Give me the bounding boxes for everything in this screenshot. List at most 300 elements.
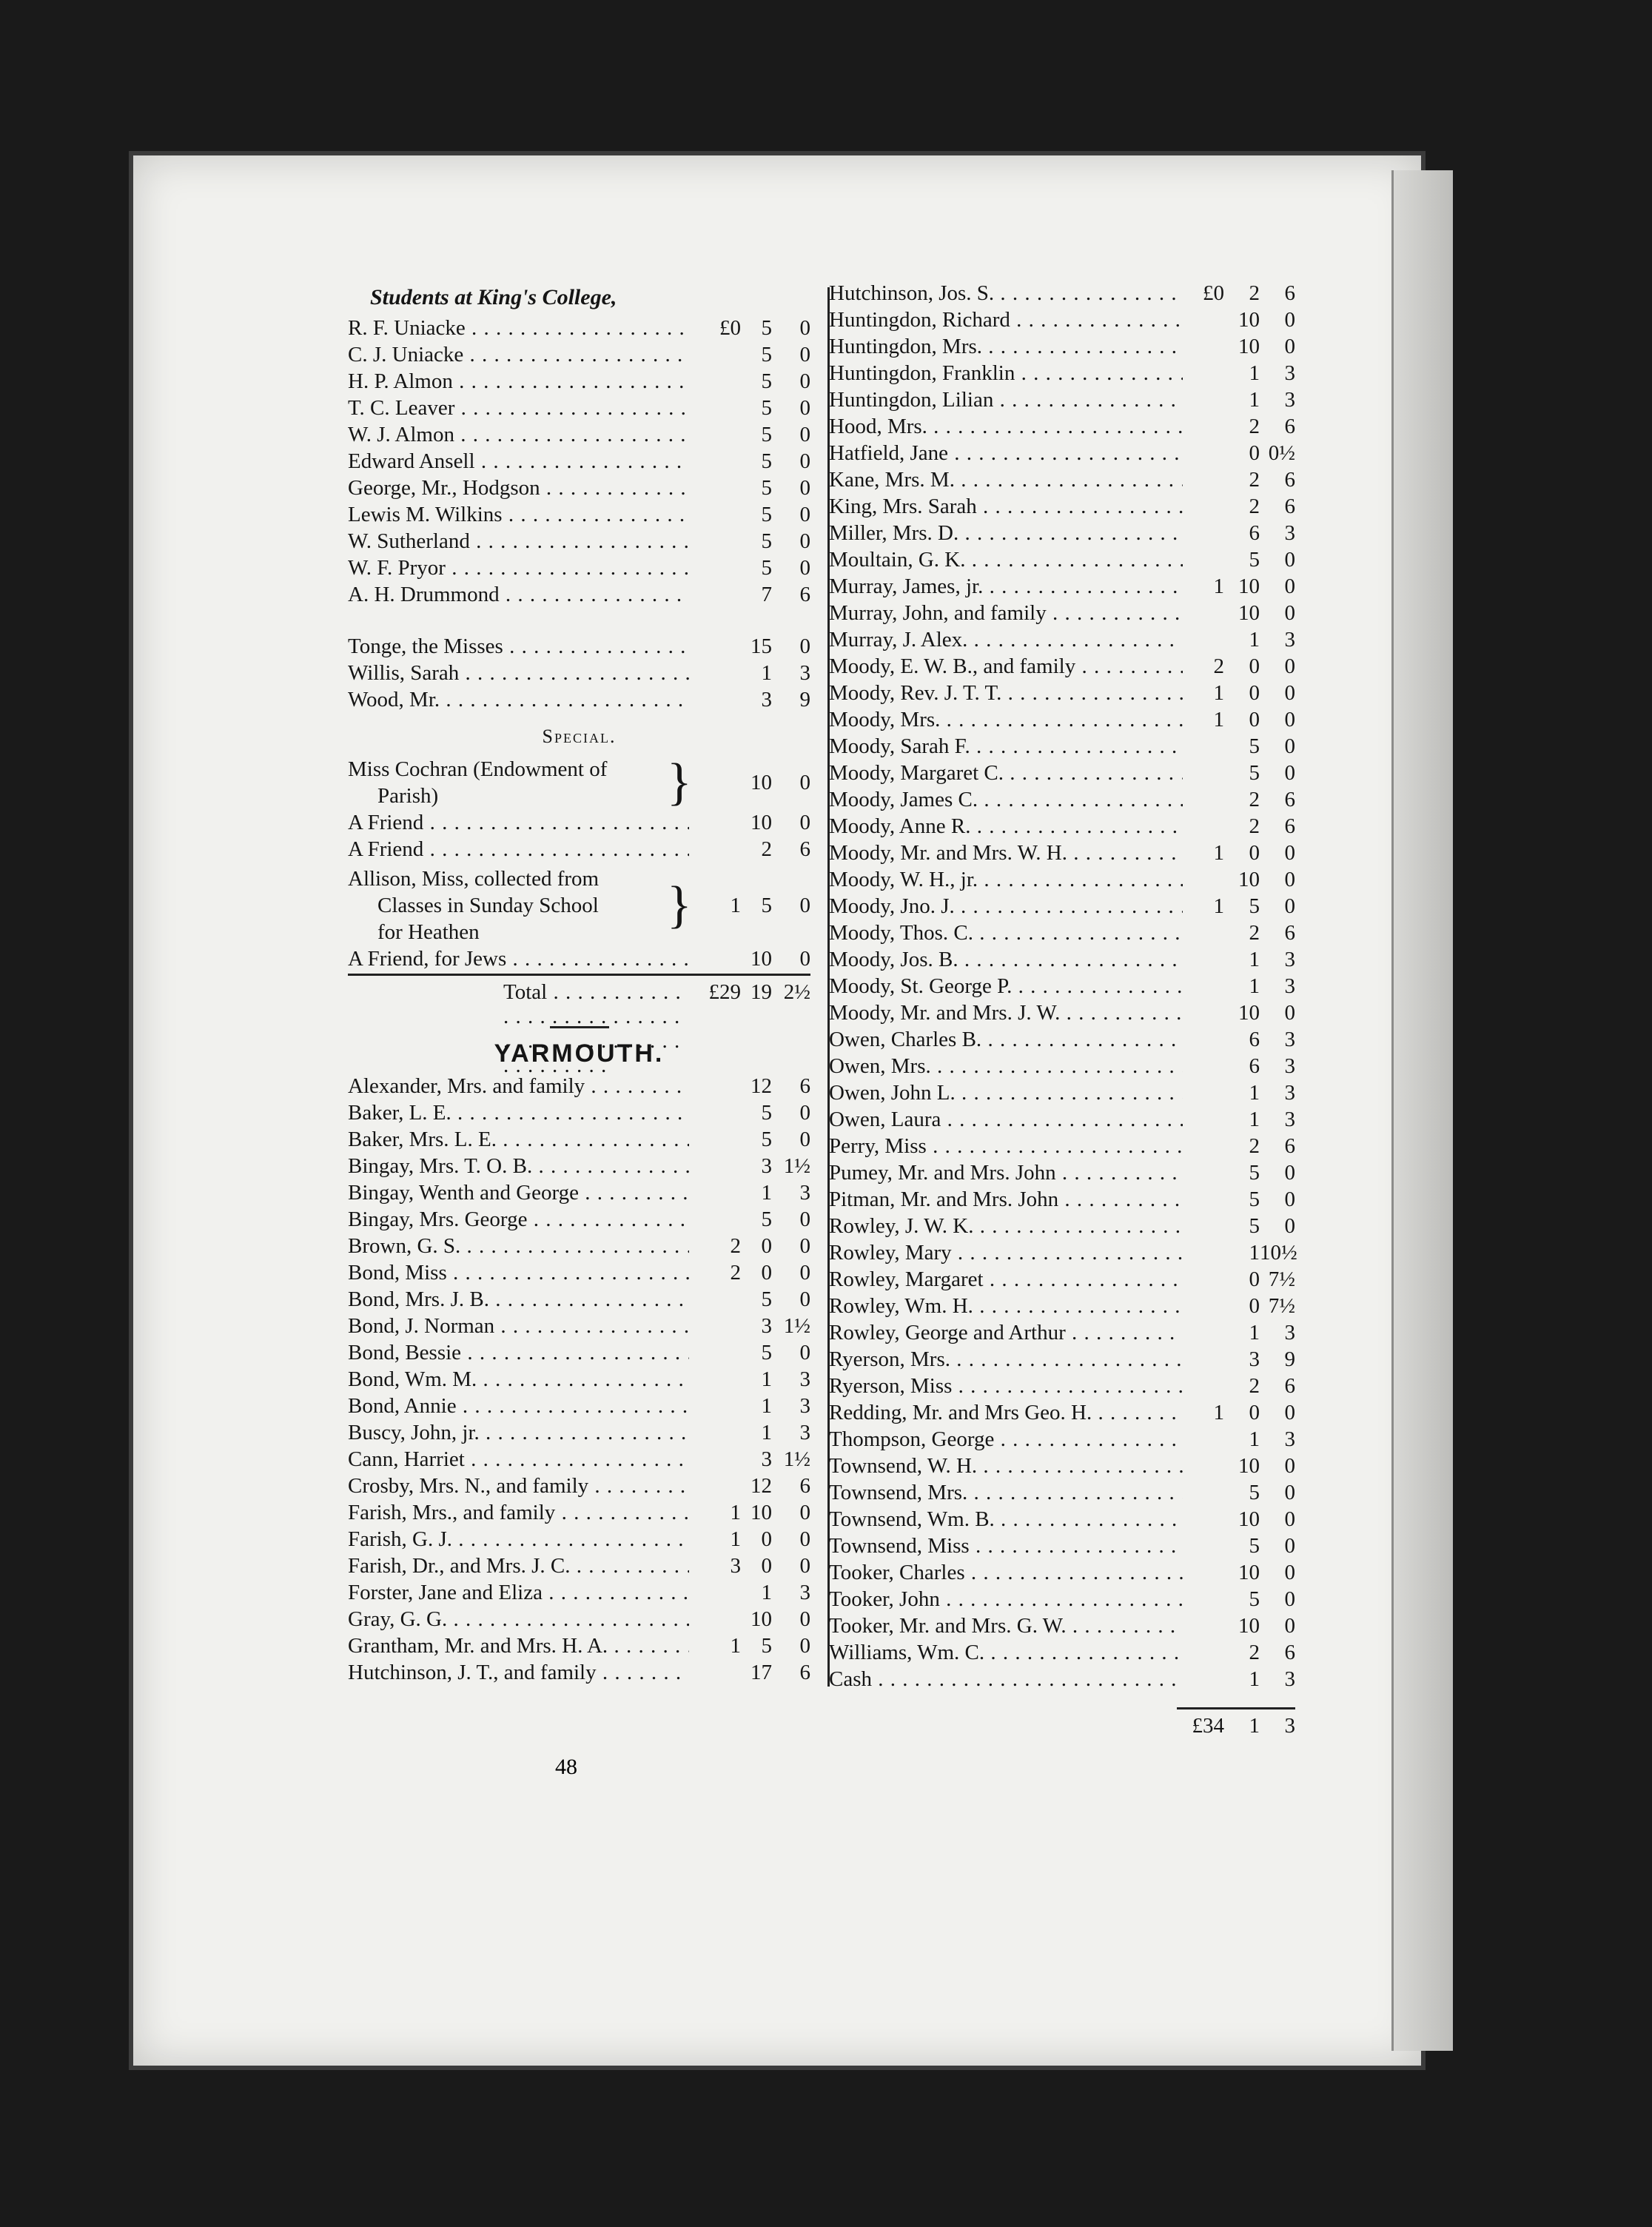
shillings: 2 <box>1249 415 1260 438</box>
pence: 7½ <box>1268 1294 1295 1318</box>
shillings: 1 <box>1249 1427 1260 1451</box>
ledger-row <box>348 476 810 503</box>
pence: 0 <box>1284 1534 1295 1558</box>
entry-name: Bond, J. Norman . . . <box>348 1314 689 1339</box>
grand-total-shillings: 1 <box>1249 1714 1260 1738</box>
pence: 0 <box>1284 1001 1295 1025</box>
pence: 3 <box>1284 1054 1295 1078</box>
ledger-row <box>829 1667 1295 1694</box>
ledger-row <box>829 814 1295 841</box>
pence: 0 <box>799 893 810 917</box>
entry-name: Huntingdon, Lilian . . . <box>829 388 1183 412</box>
pence: 0 <box>1284 654 1295 678</box>
pence: 3 <box>1284 521 1295 545</box>
pence: 3 <box>1284 1108 1295 1131</box>
pence: 6 <box>1284 1641 1295 1664</box>
pence: 6 <box>1284 495 1295 518</box>
pence: 0 <box>1284 708 1295 731</box>
entry-name: Perry, Miss . . . <box>829 1134 1183 1159</box>
entry-name: Farish, G. J. . . . <box>348 1527 689 1552</box>
pence: 1½ <box>783 1314 810 1338</box>
total-label: Total . . . <box>348 980 689 1078</box>
ledger-row <box>829 1081 1295 1108</box>
right-column <box>829 281 1295 1747</box>
ledger-row <box>829 628 1295 654</box>
entry-name: A. H. Drummond . . . <box>348 583 689 607</box>
friends-list <box>348 811 810 864</box>
ledger-row <box>348 1234 810 1261</box>
shillings: 2 <box>1249 1134 1260 1158</box>
shillings: 5 <box>761 1101 772 1125</box>
shillings: 3 <box>1249 1347 1260 1371</box>
shillings: 0 <box>1249 1267 1260 1291</box>
pence: 0 <box>1284 548 1295 572</box>
yarmouth-heading: YARMOUTH. <box>494 1039 665 1068</box>
pence: 3 <box>799 1367 810 1391</box>
shillings: 1 <box>1249 1321 1260 1344</box>
entry-name: Townsend, Mrs. . . . <box>829 1481 1183 1505</box>
ledger-row <box>348 811 810 837</box>
entry-name: Owen, Charles B. . . . <box>829 1028 1183 1052</box>
shillings: 6 <box>1249 521 1260 545</box>
friend-jews-entry <box>348 947 810 974</box>
shillings: 5 <box>1249 1188 1260 1211</box>
ledger-row <box>829 1161 1295 1188</box>
ledger-row <box>829 1507 1295 1534</box>
entry-name: Rowley, George and Arthur . . . <box>829 1321 1183 1345</box>
cochran-line1: Miss Cochran (Endowment of <box>348 757 608 781</box>
shillings: 1 <box>1249 388 1260 412</box>
entry-name: Tonge, the Misses . . . <box>348 634 689 659</box>
grand-total-row <box>829 1709 1295 1747</box>
pence: 0 <box>799 556 810 580</box>
pence: 6 <box>1284 468 1295 492</box>
entry-name: Bingay, Mrs. T. O. B. . . . <box>348 1154 689 1179</box>
shillings: 10 <box>1238 1614 1260 1638</box>
entry-name: Lewis M. Wilkins . . . <box>348 503 689 527</box>
shillings: 5 <box>1249 1214 1260 1238</box>
entry-name: Bond, Miss . . . <box>348 1261 689 1285</box>
pence: 3 <box>1284 1028 1295 1051</box>
page-number: 48 <box>555 1755 577 1779</box>
grand-total-pence: 3 <box>1284 1714 1295 1738</box>
ledger-row <box>829 974 1295 1001</box>
entry-name: Murray, James, jr. . . . <box>829 575 1183 599</box>
cochran-line2: Parish) <box>377 784 439 808</box>
entry-name: Moultain, G. K. . . . <box>829 548 1183 572</box>
left-column <box>348 285 810 1687</box>
page-edge <box>1391 170 1453 2051</box>
ledger-row <box>829 521 1295 548</box>
pence: 0 <box>1284 1401 1295 1424</box>
pence: 9 <box>799 688 810 711</box>
ledger-row <box>829 1321 1295 1347</box>
ledger-row <box>348 1074 810 1101</box>
entry-name: Huntingdon, Mrs. . . . <box>829 335 1183 359</box>
entry-name: Cann, Harriet . . . <box>348 1447 689 1472</box>
shillings: 6 <box>1249 1028 1260 1051</box>
ledger-row <box>829 734 1295 761</box>
ledger-row <box>829 1561 1295 1587</box>
shillings: 1 <box>761 1394 772 1418</box>
entry-name: H. P. Almon . . . <box>348 369 689 394</box>
ledger-row <box>829 1028 1295 1054</box>
pence: 6 <box>1284 1134 1295 1158</box>
pence: 0 <box>799 343 810 366</box>
pence: 0 <box>799 316 810 340</box>
entry-name: Pitman, Mr. and Mrs. John . . . <box>829 1188 1183 1212</box>
entry-name: Owen, Mrs. . . . <box>829 1054 1183 1079</box>
pounds: 1 <box>730 1634 741 1658</box>
ledger-row <box>829 708 1295 734</box>
entry-name: Townsend, Wm. B. . . . <box>829 1507 1183 1532</box>
entry-name: Edward Ansell . . . <box>348 449 689 474</box>
pence: 3 <box>1284 948 1295 971</box>
ledger-row <box>348 449 810 476</box>
total-pence: 2½ <box>783 980 810 1004</box>
entry-name: Tooker, Charles . . . <box>829 1561 1183 1585</box>
pounds: 1 <box>1213 841 1224 865</box>
shillings: 10 <box>1238 1507 1260 1531</box>
ledger-row <box>829 548 1295 575</box>
ledger-row <box>348 1661 810 1687</box>
pence: 3 <box>799 1421 810 1444</box>
ledger-row <box>348 1287 810 1314</box>
entry-name: Thompson, George . . . <box>829 1427 1183 1452</box>
shillings: 1 <box>761 1181 772 1205</box>
entry-name: Willis, Sarah . . . <box>348 661 689 686</box>
entry-name: C. J. Uniacke . . . <box>348 343 689 367</box>
pence: 6 <box>1284 281 1295 305</box>
entry-name: Bingay, Wenth and George . . . <box>348 1181 689 1205</box>
shillings: 5 <box>1249 1587 1260 1611</box>
shillings: 0 <box>1249 654 1260 678</box>
ledger-row <box>829 1267 1295 1294</box>
entry-name: Hutchinson, Jos. S. . . . <box>829 281 1183 306</box>
shillings: 5 <box>761 503 772 526</box>
pence: 3 <box>1284 974 1295 998</box>
pence: 0 <box>799 1527 810 1551</box>
ledger-row <box>348 1607 810 1634</box>
cochran-entry <box>348 756 810 809</box>
entry-name: Rowley, Mary . . . <box>829 1241 1183 1265</box>
pounds: £0 <box>719 316 741 340</box>
entry-name: Cash . . . <box>829 1667 1183 1692</box>
ledger-row <box>829 415 1295 441</box>
shillings: 1 <box>761 1367 772 1391</box>
pounds: 1 <box>1213 894 1224 918</box>
allison-line2: Classes in Sunday School <box>377 894 599 917</box>
ledger-row <box>829 388 1295 415</box>
shillings: 12 <box>751 1474 772 1498</box>
shillings: 10 <box>1238 601 1260 625</box>
shillings: 0 <box>1249 441 1260 465</box>
pence: 3 <box>799 1181 810 1205</box>
pounds: £0 <box>1203 281 1224 305</box>
ledger-row <box>348 1181 810 1208</box>
ledger-row <box>829 441 1295 468</box>
shillings: 5 <box>761 1341 772 1364</box>
shillings: 2 <box>1249 814 1260 838</box>
ledger-row <box>829 1427 1295 1454</box>
shillings: 5 <box>761 449 772 473</box>
pounds: 1 <box>730 893 741 917</box>
entry-name: Gray, G. G. . . . <box>348 1607 689 1632</box>
ledger-row <box>348 1581 810 1607</box>
ledger-row <box>829 921 1295 948</box>
pence: 0 <box>799 476 810 500</box>
entry-name: Moody, St. George P. . . . <box>829 974 1183 999</box>
pence: 1½ <box>783 1447 810 1471</box>
ledger-row <box>348 396 810 423</box>
pounds: 1 <box>730 1501 741 1524</box>
pence: 0 <box>799 529 810 553</box>
pence: 0 <box>799 811 810 834</box>
shillings: 5 <box>761 1634 772 1658</box>
ledger-row <box>829 1108 1295 1134</box>
ledger-row <box>348 529 810 556</box>
entry-name: Moody, W. H., jr. . . . <box>829 868 1183 892</box>
ledger-row <box>829 681 1295 708</box>
pence: 6 <box>1284 788 1295 811</box>
entry-name: Moody, Rev. J. T. T. . . . <box>829 681 1183 706</box>
pence: 0 <box>799 1341 810 1364</box>
shillings: 10 <box>751 1607 772 1631</box>
shillings: 5 <box>761 316 772 340</box>
pence: 3 <box>1284 388 1295 412</box>
shillings: 3 <box>761 688 772 711</box>
ledger-row <box>348 1314 810 1341</box>
total-shillings: 19 <box>751 980 772 1004</box>
shillings: 12 <box>751 1074 772 1098</box>
entry-name: Bingay, Mrs. George . . . <box>348 1208 689 1232</box>
shillings: 2 <box>1249 1641 1260 1664</box>
entry-name: Ryerson, Mrs. . . . <box>829 1347 1183 1372</box>
pence: 3 <box>1284 361 1295 385</box>
entry-name: Brown, G. S. . . . <box>348 1234 689 1259</box>
entry-name: Owen, Laura . . . <box>829 1108 1183 1132</box>
shillings: 1 <box>1249 974 1260 998</box>
entry-name: A Friend, for Jews . . . <box>348 947 689 971</box>
shillings: 5 <box>761 893 772 917</box>
ledger-row <box>829 1214 1295 1241</box>
ledger-row <box>348 1554 810 1581</box>
ledger-row <box>829 1614 1295 1641</box>
brace-icon: } <box>667 754 692 811</box>
ledger-row <box>348 556 810 583</box>
ledger-row <box>348 423 810 449</box>
ledger-row <box>348 1474 810 1501</box>
pence: 6 <box>799 583 810 606</box>
pence: 3 <box>799 1394 810 1418</box>
pence: 0 <box>799 1501 810 1524</box>
ledger-row <box>829 575 1295 601</box>
entry-name: Moody, Anne R. . . . <box>829 814 1183 839</box>
ledger-row <box>829 361 1295 388</box>
ledger-row <box>348 316 810 343</box>
shillings: 0 <box>761 1527 772 1551</box>
shillings: 0 <box>761 1234 772 1258</box>
pence: 0 <box>799 1634 810 1658</box>
shillings: 10 <box>751 947 772 971</box>
pence: 6 <box>799 1474 810 1498</box>
shillings: 10 <box>1238 1454 1260 1478</box>
shillings: 1 <box>761 1421 772 1444</box>
shillings: 1 <box>1249 628 1260 652</box>
shillings: 5 <box>761 343 772 366</box>
ledger-row <box>348 837 810 864</box>
brace-icon: } <box>667 877 692 934</box>
pence: 0 <box>799 1128 810 1151</box>
grand-total-pounds: £34 <box>1192 1714 1224 1738</box>
allison-line1: Allison, Miss, collected from <box>348 867 600 891</box>
ledger-row <box>348 1101 810 1128</box>
entry-name: Murray, John, and family . . . <box>829 601 1183 626</box>
entry-name: A Friend . . . <box>348 811 689 835</box>
entry-name: Rowley, Wm. H. . . . <box>829 1294 1183 1319</box>
pence: 6 <box>1284 921 1295 945</box>
pence: 0 <box>1284 1454 1295 1478</box>
total-row <box>348 974 810 1013</box>
ledger-row <box>348 1394 810 1421</box>
ledger-row <box>829 1188 1295 1214</box>
pounds: 2 <box>1213 654 1224 678</box>
ledger-row <box>829 1401 1295 1427</box>
shillings: 0 <box>1249 708 1260 731</box>
shillings: 2 <box>1249 495 1260 518</box>
entry-name: W. F. Pryor . . . <box>348 556 689 580</box>
entry-name: Moody, Mr. and Mrs. W. H. . . . <box>829 841 1183 865</box>
ledger-row <box>348 369 810 396</box>
pence: 0 <box>799 423 810 446</box>
ledger-row <box>348 1341 810 1367</box>
ledger-row <box>829 868 1295 894</box>
entry-name: Huntingdon, Richard . . . <box>829 308 1183 332</box>
entry-name: King, Mrs. Sarah . . . <box>829 495 1183 519</box>
entry-name: R. F. Uniacke . . . <box>348 316 689 341</box>
shillings: 10 <box>1238 868 1260 891</box>
entry-name: Forster, Jane and Eliza . . . <box>348 1581 689 1605</box>
pounds: 1 <box>1213 708 1224 731</box>
ledger-row <box>829 281 1295 308</box>
shillings: 10 <box>1238 308 1260 332</box>
ledger-row <box>348 1421 810 1447</box>
shillings: 3 <box>761 1154 772 1178</box>
shillings: 3 <box>761 1314 772 1338</box>
pence: 0 <box>799 503 810 526</box>
misc-list <box>348 634 810 714</box>
ledger-row <box>348 1261 810 1287</box>
ledger-row <box>829 308 1295 335</box>
pence: 0 <box>799 1554 810 1578</box>
pence: 0 <box>1284 1188 1295 1211</box>
ledger-row <box>829 1241 1295 1267</box>
pence: 9 <box>1284 1347 1295 1371</box>
shillings: 1 <box>1249 1108 1260 1131</box>
entry-name: Townsend, Miss . . . <box>829 1534 1183 1558</box>
shillings: 5 <box>761 1287 772 1311</box>
ledger-row <box>829 601 1295 628</box>
entry-name: Rowley, Margaret . . . <box>829 1267 1183 1292</box>
shillings: 1 <box>1249 1081 1260 1105</box>
ledger-row <box>348 1501 810 1527</box>
pence: 0 <box>799 1287 810 1311</box>
shillings: 15 <box>751 634 772 658</box>
entry-name: Moody, Mr. and Mrs. J. W. . . . <box>829 1001 1183 1025</box>
ledger-row <box>829 1347 1295 1374</box>
entry-name: Wood, Mr. . . . <box>348 688 689 712</box>
pence: 0 <box>799 947 810 971</box>
entry-name: Moody, James C. . . . <box>829 788 1183 812</box>
pence: 0 <box>1284 1214 1295 1238</box>
entry-name: Townsend, W. H. . . . <box>829 1454 1183 1478</box>
shillings: 0 <box>1249 1401 1260 1424</box>
pence: 0 <box>799 1261 810 1285</box>
entry-name: Huntingdon, Franklin . . . <box>829 361 1183 386</box>
entry-name: Moody, E. W. B., and family . . . <box>829 654 1183 679</box>
pence: 0 <box>799 1101 810 1125</box>
entry-name: Hutchinson, J. T., and family . . . <box>348 1661 689 1685</box>
ledger-row <box>829 1587 1295 1614</box>
entry-name: Hatfield, Jane . . . <box>829 441 1183 466</box>
entry-name: Baker, L. E. . . . <box>348 1101 689 1125</box>
ledger-row <box>829 1374 1295 1401</box>
shillings: 5 <box>761 369 772 393</box>
entry-name: W. Sutherland . . . <box>348 529 689 554</box>
shillings: 10 <box>1238 1561 1260 1584</box>
shillings: 5 <box>1249 1481 1260 1504</box>
spacer <box>348 609 810 634</box>
shillings: 5 <box>1249 1161 1260 1185</box>
entry-name: Alexander, Mrs. and family . . . <box>348 1074 689 1099</box>
pounds: 1 <box>1213 1401 1224 1424</box>
ledger-row <box>829 654 1295 681</box>
shillings: 2 <box>1249 468 1260 492</box>
ledger-row <box>829 788 1295 814</box>
allison-entry <box>348 865 810 945</box>
shillings: 3 <box>761 1447 772 1471</box>
entry-name: George, Mr., Hodgson . . . <box>348 476 689 500</box>
ledger-row <box>348 1367 810 1394</box>
entry-name: Bond, Bessie . . . <box>348 1341 689 1365</box>
pounds: 3 <box>730 1554 741 1578</box>
pence: 0 <box>799 1607 810 1631</box>
ledger-row <box>348 634 810 661</box>
pence: 0 <box>799 770 810 794</box>
entry-name: Grantham, Mr. and Mrs. H. A. . . . <box>348 1634 689 1658</box>
shillings: 17 <box>751 1661 772 1684</box>
entry-name: Pumey, Mr. and Mrs. John . . . <box>829 1161 1183 1185</box>
pence: 3 <box>1284 628 1295 652</box>
ledger-row <box>829 1481 1295 1507</box>
entry-name: Moody, Mrs. . . . <box>829 708 1183 732</box>
pounds: 1 <box>730 1527 741 1551</box>
pence: 10½ <box>1260 1241 1297 1265</box>
entry-name: Baker, Mrs. L. E. . . . <box>348 1128 689 1152</box>
shillings: 1 <box>1249 361 1260 385</box>
entry-name: W. J. Almon . . . <box>348 423 689 447</box>
pence: 0 <box>799 449 810 473</box>
pence: 6 <box>799 1074 810 1098</box>
pence: 6 <box>1284 415 1295 438</box>
pence: 0 <box>799 1234 810 1258</box>
pence: 0 <box>1284 575 1295 598</box>
shillings: 10 <box>1238 335 1260 358</box>
ledger-row <box>829 1294 1295 1321</box>
entry-name: Rowley, J. W. K. . . . <box>829 1214 1183 1239</box>
entry-name: Tooker, John . . . <box>829 1587 1183 1612</box>
entry-name: Williams, Wm. C. . . . <box>829 1641 1183 1665</box>
